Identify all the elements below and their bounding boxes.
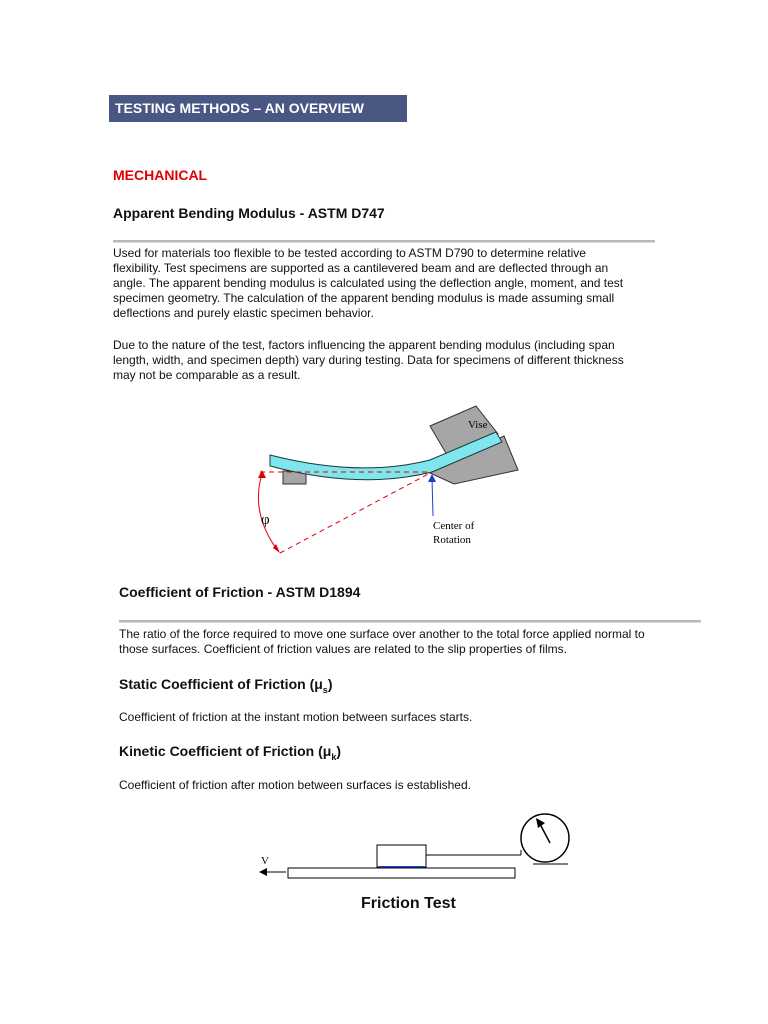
center-label-2: Rotation bbox=[433, 534, 471, 546]
friction-paragraph: The ratio of the force required to move one surface over another to the total force applied normal to those surfaces. Coefficient of friction values are related to the slip properties of films. bbox=[119, 627, 645, 656]
sled-block bbox=[377, 845, 426, 867]
friction-title: Coefficient of Friction - ASTM D1894 bbox=[119, 584, 361, 600]
force-gauge bbox=[521, 814, 569, 862]
section-heading: MECHANICAL bbox=[113, 167, 208, 183]
kinetic-friction-title: Kinetic Coefficient of Friction $(\mu_k)$ bbox=[119, 743, 342, 762]
angle-arrow-top bbox=[258, 470, 266, 478]
phi-label: φ bbox=[261, 512, 270, 528]
figure-caption: Friction Test bbox=[361, 895, 456, 912]
vise-label: Vise bbox=[468, 419, 488, 431]
friction-rule bbox=[119, 620, 701, 623]
kinetic-friction-text: Coefficient of friction after motion between surfaces is established. bbox=[119, 778, 471, 792]
static-friction-title: Static Coefficient of Friction $(\mu_s)$ bbox=[119, 676, 333, 695]
rotation-pointer bbox=[432, 478, 433, 516]
page-banner: TESTING METHODS – AN OVERVIEW bbox=[109, 95, 407, 122]
velocity-arrowhead bbox=[259, 868, 267, 876]
bending-title: Apparent Bending Modulus - ASTM D747 bbox=[113, 205, 385, 221]
center-label-1: Center of bbox=[433, 520, 475, 532]
platform bbox=[288, 868, 515, 878]
velocity-label: V bbox=[261, 855, 269, 867]
bending-rule bbox=[113, 240, 655, 243]
friction-diagram bbox=[255, 808, 575, 883]
bending-diagram bbox=[240, 398, 530, 558]
bending-paragraph-2: Due to the nature of the test, factors influencing the apparent bending modulus (including span length, width, and specimen depth) vary during testing. Data for specimens of different thickness may not be comparable as a result. bbox=[113, 338, 624, 382]
static-friction-text: Coefficient of friction at the instant motion between surfaces starts. bbox=[119, 710, 473, 724]
bending-paragraph-1: Used for materials too flexible to be tested according to ASTM D790 to determine relative flexibility. Test specimens are supported as a cantilevered beam and are deflected through an angle. The apparent bending modulus is calculated using the deflection angle, moment, and test specimen geometry. The calculation of the apparent bending modulus is made assuming small deflections and purely elastic specimen behavior. bbox=[113, 246, 624, 320]
